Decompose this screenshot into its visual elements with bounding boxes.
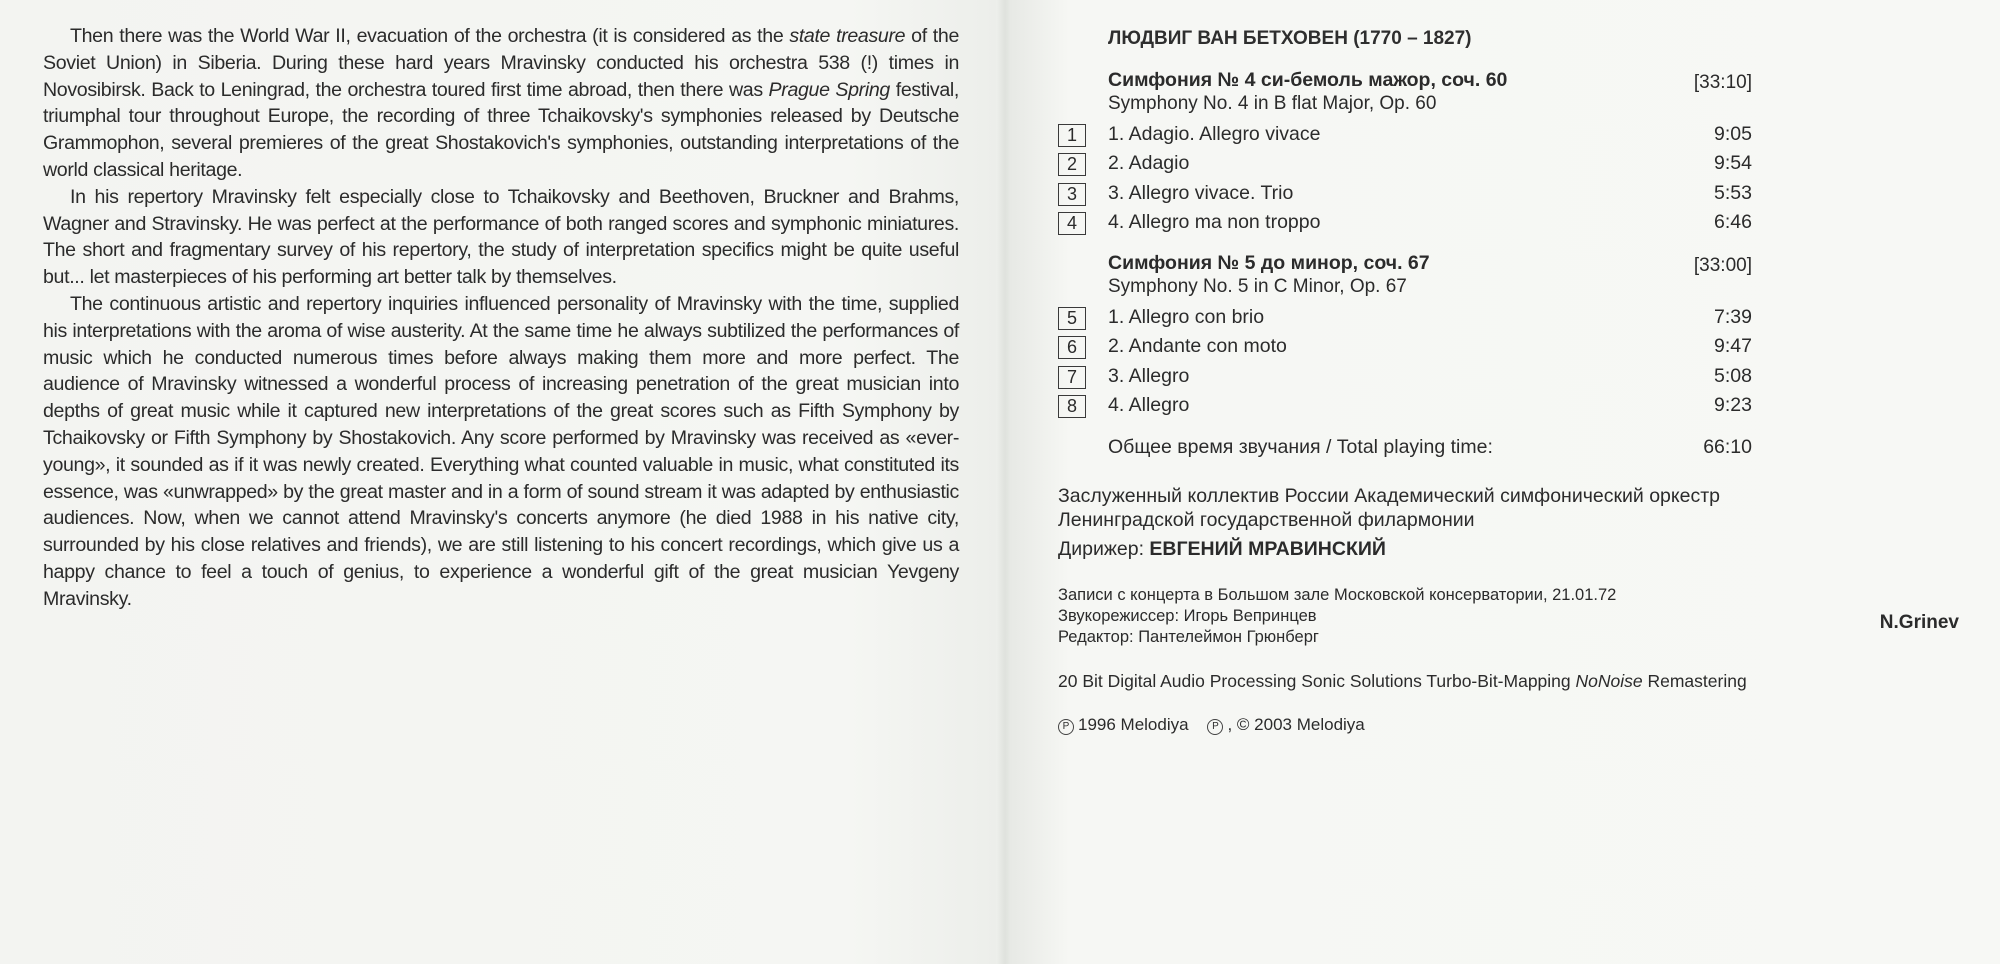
conductor-label: Дирижер: bbox=[1058, 538, 1150, 560]
essay-text-run: In his repertory Mravinsky felt especially close to Tchaikovsky and Beethoven, Bruckner and Brahms, Wagner and Stravinsky. He was perfect at the performance of both ranged scores and symphonic miniatures. The short and fragmentary survey of his repertory, the study of interpretation specifics might be quite useful but... let masterpieces of his performing art better talk by themselves. bbox=[43, 185, 959, 289]
track-duration: 9:47 bbox=[1714, 335, 1752, 357]
track-title: 1. Adagio. Allegro vivace bbox=[1108, 123, 1321, 145]
essay-text-run: festival, triumphal tour throughout Europe, the recording of three Tchaikovsky's symphonies released by Deutsche Grammophon, several premieres of the great Shostakovich's symphonies, outstanding interpretations of the world classical heritage. bbox=[43, 78, 960, 181]
track-duration: 7:39 bbox=[1714, 306, 1752, 328]
conductor-credit bbox=[1058, 538, 1386, 561]
track-number: 8 bbox=[1058, 395, 1086, 418]
composer-heading: ЛЮДВИГ ВАН БЕТХОВЕН (1770 – 1827) bbox=[1108, 28, 1472, 49]
conductor-name: ЕВГЕНИЙ МРАВИНСКИЙ bbox=[1149, 538, 1386, 560]
track-title: 2. Andante con moto bbox=[1108, 335, 1287, 357]
track-number: 5 bbox=[1058, 307, 1086, 330]
orchestra-line: Ленинградской государственной филармонии bbox=[1058, 509, 1475, 531]
total-label: Общее время звучания / Total playing time: bbox=[1108, 436, 1493, 458]
essay-paragraph bbox=[43, 23, 959, 184]
essay-text bbox=[43, 23, 959, 613]
remaster-text: Remastering bbox=[1642, 671, 1747, 691]
essay-text-run: Then there was the World War II, evacuation of the orchestra (it is considered as the bbox=[70, 25, 790, 47]
essay-text-run: The continuous artistic and repertory inquiries influenced personality of Mravinsky with the time, supplied his interpretations with the aroma of wise austerity. At the same time he always subtilized the performances of music which he conducted numerous times before always making them more and more perfect. The audience of Mravinsky witnessed a wonderful process of increasing penetration of the great musician into depths of great music while it captured new interpretations of the great scores such as Fifth Symphony by Tchaikovsky or Fifth Symphony by Shostakovich. Any score performed by Mravinsky was received as «ever-young», it sounded as if it was newly created. Everything what counted valuable in music, what constituted its essence, was «unwrapped» by the great master and in a form of sound stream it was adapted by enthusiastic audiences. Now, when we cannot attend Mravinsky's concerts anymore (he died 1988 in his native city, surrounded by his close relatives and friends), we are still listening to his concert recordings, which give us a happy chance to feel a touch of genius, to experience a wonderful gift of the great musician Yevgeny Mravinsky. bbox=[43, 292, 959, 610]
track-number: 4 bbox=[1058, 212, 1086, 235]
symphony-5-subtitle: Symphony No. 5 in C Minor, Op. 67 bbox=[1108, 276, 1407, 297]
copyright-text: , © 2003 Melodiya bbox=[1227, 715, 1365, 734]
track-duration: 9:23 bbox=[1714, 394, 1752, 416]
symphony-4-total: [33:10] bbox=[1693, 72, 1752, 93]
track-row bbox=[1058, 123, 1752, 149]
track-title: 4. Allegro ma non troppo bbox=[1108, 211, 1321, 233]
copyright-line bbox=[1058, 715, 1365, 735]
track-number: 2 bbox=[1058, 153, 1086, 176]
remaster-text: 20 Bit Digital Audio Processing Sonic Solutions Turbo-Bit-Mapping bbox=[1058, 671, 1576, 691]
symphony-5-title: Симфония № 5 до минор, соч. 67 bbox=[1108, 252, 1430, 274]
track-row bbox=[1058, 306, 1752, 332]
essay-text-run: of the Soviet Union) in Siberia. During these hard years Mravinsky conducted his orchestra 538 (!) times in Novosibirsk. Back to Leningrad, the orchestra toured first time abroad, then there was bbox=[43, 25, 959, 101]
recording-credits bbox=[1058, 585, 1616, 648]
track-row bbox=[1058, 152, 1752, 178]
track-title: 3. Allegro bbox=[1108, 365, 1190, 387]
track-duration: 6:46 bbox=[1714, 211, 1752, 233]
track-title: 2. Adagio bbox=[1108, 152, 1190, 174]
essay-italic-text: state treasure bbox=[789, 25, 906, 47]
credit-line: Звукорежиссер: Игорь Вепринцев bbox=[1058, 607, 1317, 625]
nonoise-text: NoNoise bbox=[1575, 671, 1643, 691]
remastering-note bbox=[1058, 671, 1747, 692]
track-duration: 9:54 bbox=[1714, 152, 1752, 174]
track-number: 3 bbox=[1058, 183, 1086, 206]
track-duration: 5:08 bbox=[1714, 365, 1752, 387]
track-row bbox=[1058, 182, 1752, 208]
copyright-text: 1996 Melodiya bbox=[1078, 715, 1189, 734]
orchestra-credit bbox=[1058, 484, 1720, 532]
essay-paragraph bbox=[43, 184, 959, 291]
total-playing-time bbox=[1108, 436, 1752, 459]
track-row bbox=[1058, 335, 1752, 361]
track-row bbox=[1058, 365, 1752, 391]
track-row bbox=[1058, 211, 1752, 237]
symphony-4-title: Симфония № 4 си-бемоль мажор, соч. 60 bbox=[1108, 69, 1508, 91]
phonogram-icon: P bbox=[1058, 719, 1074, 735]
track-duration: 9:05 bbox=[1714, 123, 1752, 145]
essay-paragraph bbox=[43, 291, 959, 613]
author-signature: N.Grinev bbox=[1879, 612, 1959, 633]
track-duration: 5:53 bbox=[1714, 182, 1752, 204]
phonogram-icon: P bbox=[1207, 719, 1223, 735]
track-number: 6 bbox=[1058, 336, 1086, 359]
track-row bbox=[1058, 394, 1752, 420]
track-title: 4. Allegro bbox=[1108, 394, 1190, 416]
track-number: 1 bbox=[1058, 124, 1086, 147]
total-time: 66:10 bbox=[1703, 436, 1752, 458]
track-number: 7 bbox=[1058, 366, 1086, 389]
orchestra-line: Заслуженный коллектив России Академический симфонический оркестр bbox=[1058, 485, 1721, 507]
track-title: 3. Allegro vivace. Trio bbox=[1108, 182, 1294, 204]
symphony-4-subtitle: Symphony No. 4 in B flat Major, Op. 60 bbox=[1108, 93, 1437, 114]
credit-line: Записи с концерта в Большом зале Московской консерватории, 21.01.72 bbox=[1058, 586, 1617, 604]
symphony-5-total: [33:00] bbox=[1693, 255, 1752, 276]
track-title: 1. Allegro con brio bbox=[1108, 306, 1265, 328]
essay-italic-text: Prague Spring bbox=[768, 78, 890, 101]
credit-line: Редактор: Пантелеймон Грюнберг bbox=[1058, 628, 1319, 646]
